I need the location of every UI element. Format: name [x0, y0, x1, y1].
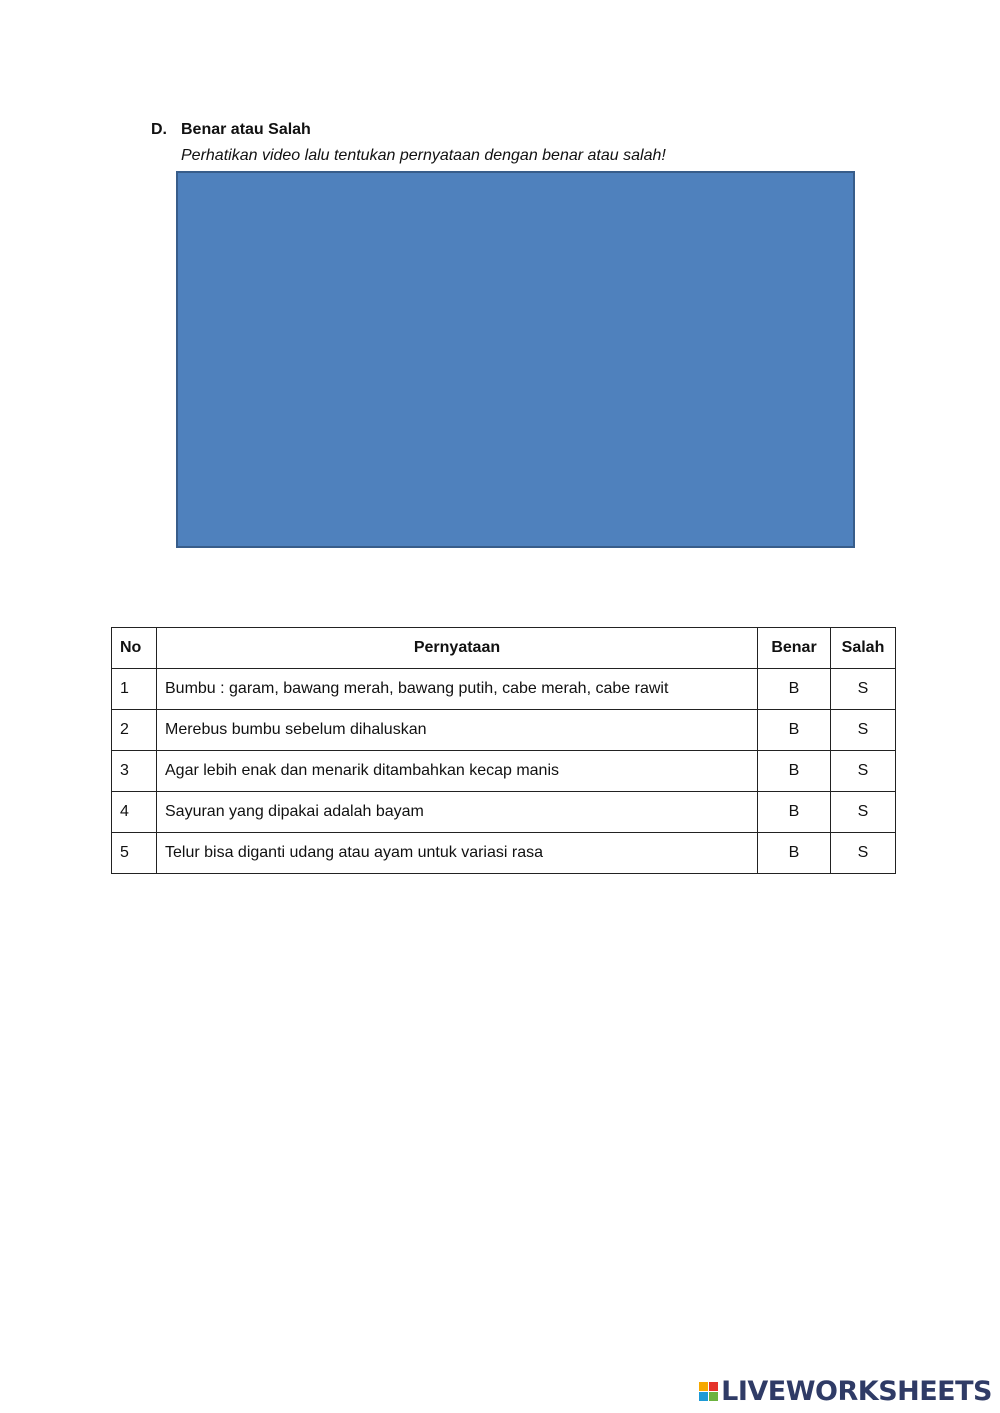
- false-option[interactable]: S: [831, 669, 896, 710]
- section-letter: D.: [151, 121, 167, 138]
- true-false-table: [111, 627, 896, 874]
- liveworksheets-logo: [699, 1376, 992, 1407]
- table-row: [112, 669, 896, 710]
- row-statement: Telur bisa diganti udang atau ayam untuk variasi rasa: [157, 833, 758, 874]
- row-number: 5: [112, 833, 157, 874]
- true-option[interactable]: B: [758, 710, 831, 751]
- logo-blocks-icon: [699, 1382, 718, 1401]
- section-title: Benar atau Salah: [181, 121, 311, 138]
- table-header-row: [112, 628, 896, 669]
- header-true: Benar: [758, 628, 831, 669]
- table-row: [112, 792, 896, 833]
- row-statement: Merebus bumbu sebelum dihaluskan: [157, 710, 758, 751]
- header-no: No: [112, 628, 157, 669]
- header-statement: Pernyataan: [157, 628, 758, 669]
- false-option[interactable]: S: [831, 751, 896, 792]
- false-option[interactable]: S: [831, 710, 896, 751]
- true-option[interactable]: B: [758, 833, 831, 874]
- row-number: 1: [112, 669, 157, 710]
- video-placeholder[interactable]: [176, 171, 855, 548]
- table-row: [112, 710, 896, 751]
- row-statement: Sayuran yang dipakai adalah bayam: [157, 792, 758, 833]
- row-number: 4: [112, 792, 157, 833]
- header-false: Salah: [831, 628, 896, 669]
- true-option[interactable]: B: [758, 669, 831, 710]
- true-option[interactable]: B: [758, 792, 831, 833]
- true-option[interactable]: B: [758, 751, 831, 792]
- logo-text: LIVEWORKSHEETS: [721, 1376, 992, 1407]
- row-statement: Bumbu : garam, bawang merah, bawang putih, cabe merah, cabe rawit: [157, 669, 758, 710]
- row-number: 3: [112, 751, 157, 792]
- row-number: 2: [112, 710, 157, 751]
- instruction-text: Perhatikan video lalu tentukan pernyataan dengan benar atau salah!: [181, 147, 666, 164]
- table-row: [112, 833, 896, 874]
- false-option[interactable]: S: [831, 792, 896, 833]
- false-option[interactable]: S: [831, 833, 896, 874]
- table-row: [112, 751, 896, 792]
- row-statement: Agar lebih enak dan menarik ditambahkan kecap manis: [157, 751, 758, 792]
- section-heading: [151, 121, 311, 139]
